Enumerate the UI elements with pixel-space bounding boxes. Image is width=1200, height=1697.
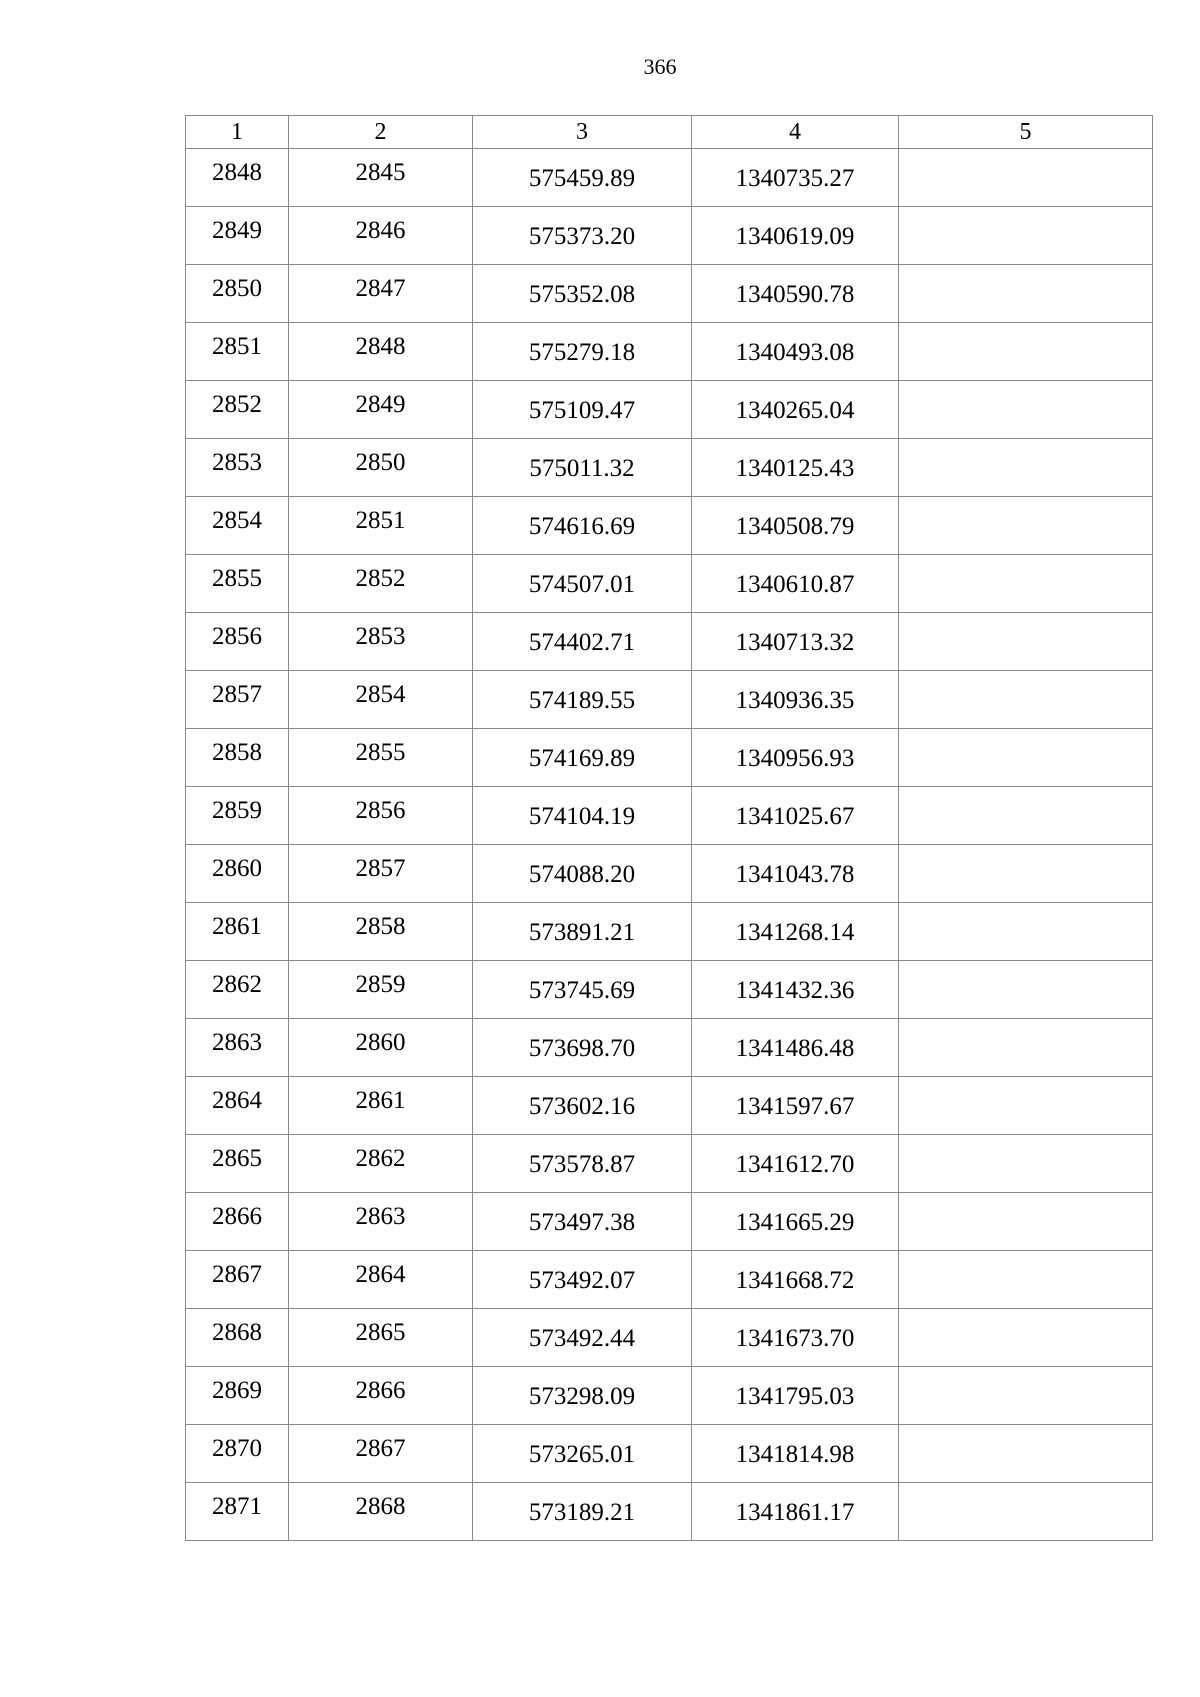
note-cell — [899, 439, 1153, 497]
y-coordinate-cell: 1340265.04 — [692, 381, 899, 439]
table-body — [186, 149, 1153, 1541]
x-coordinate-cell: 573298.09 — [473, 1367, 692, 1425]
note-cell — [899, 1425, 1153, 1483]
x-coordinate-cell: 573189.21 — [473, 1483, 692, 1541]
y-coordinate-cell: 1341665.29 — [692, 1193, 899, 1251]
note-cell — [899, 149, 1153, 207]
table-row — [186, 323, 1153, 381]
reference-number-cell: 2847 — [289, 265, 473, 323]
point-number-cell: 2851 — [186, 323, 289, 381]
x-coordinate-cell: 573265.01 — [473, 1425, 692, 1483]
column-header-4: 4 — [692, 116, 899, 149]
y-coordinate-cell: 1340735.27 — [692, 149, 899, 207]
x-coordinate-cell: 575373.20 — [473, 207, 692, 265]
x-coordinate-cell: 574169.89 — [473, 729, 692, 787]
point-number-cell: 2867 — [186, 1251, 289, 1309]
x-coordinate-cell: 574507.01 — [473, 555, 692, 613]
table-header — [186, 116, 1153, 149]
point-number-cell: 2850 — [186, 265, 289, 323]
table-row — [186, 1019, 1153, 1077]
point-number-cell: 2865 — [186, 1135, 289, 1193]
x-coordinate-cell: 573492.07 — [473, 1251, 692, 1309]
table-row — [186, 1135, 1153, 1193]
point-number-cell: 2861 — [186, 903, 289, 961]
y-coordinate-cell: 1340619.09 — [692, 207, 899, 265]
point-number-cell: 2860 — [186, 845, 289, 903]
point-number-cell: 2856 — [186, 613, 289, 671]
reference-number-cell: 2857 — [289, 845, 473, 903]
y-coordinate-cell: 1340590.78 — [692, 265, 899, 323]
point-number-cell: 2857 — [186, 671, 289, 729]
note-cell — [899, 1309, 1153, 1367]
x-coordinate-cell: 574088.20 — [473, 845, 692, 903]
reference-number-cell: 2868 — [289, 1483, 473, 1541]
table-row — [186, 845, 1153, 903]
note-cell — [899, 555, 1153, 613]
table-row — [186, 497, 1153, 555]
y-coordinate-cell: 1341795.03 — [692, 1367, 899, 1425]
table-row — [186, 1425, 1153, 1483]
note-cell — [899, 903, 1153, 961]
table-row — [186, 1483, 1153, 1541]
reference-number-cell: 2851 — [289, 497, 473, 555]
point-number-cell: 2849 — [186, 207, 289, 265]
note-cell — [899, 1135, 1153, 1193]
x-coordinate-cell: 573578.87 — [473, 1135, 692, 1193]
reference-number-cell: 2854 — [289, 671, 473, 729]
point-number-cell: 2852 — [186, 381, 289, 439]
point-number-cell: 2870 — [186, 1425, 289, 1483]
table-row — [186, 439, 1153, 497]
x-coordinate-cell: 575011.32 — [473, 439, 692, 497]
reference-number-cell: 2864 — [289, 1251, 473, 1309]
table-row — [186, 381, 1153, 439]
table-row — [186, 729, 1153, 787]
reference-number-cell: 2858 — [289, 903, 473, 961]
table-row — [186, 1193, 1153, 1251]
table-row — [186, 671, 1153, 729]
table-row — [186, 555, 1153, 613]
table-row — [186, 1367, 1153, 1425]
x-coordinate-cell: 575459.89 — [473, 149, 692, 207]
column-header-5: 5 — [899, 116, 1153, 149]
point-number-cell: 2853 — [186, 439, 289, 497]
y-coordinate-cell: 1341597.67 — [692, 1077, 899, 1135]
point-number-cell: 2871 — [186, 1483, 289, 1541]
reference-number-cell: 2848 — [289, 323, 473, 381]
x-coordinate-cell: 574104.19 — [473, 787, 692, 845]
x-coordinate-cell: 575352.08 — [473, 265, 692, 323]
point-number-cell: 2848 — [186, 149, 289, 207]
x-coordinate-cell: 573492.44 — [473, 1309, 692, 1367]
y-coordinate-cell: 1341486.48 — [692, 1019, 899, 1077]
y-coordinate-cell: 1341268.14 — [692, 903, 899, 961]
y-coordinate-cell: 1340956.93 — [692, 729, 899, 787]
note-cell — [899, 381, 1153, 439]
note-cell — [899, 613, 1153, 671]
note-cell — [899, 961, 1153, 1019]
reference-number-cell: 2861 — [289, 1077, 473, 1135]
page-number: 366 — [643, 54, 677, 79]
x-coordinate-cell: 573745.69 — [473, 961, 692, 1019]
header-row — [186, 116, 1153, 149]
point-number-cell: 2854 — [186, 497, 289, 555]
point-number-cell: 2869 — [186, 1367, 289, 1425]
x-coordinate-cell: 575279.18 — [473, 323, 692, 381]
note-cell — [899, 497, 1153, 555]
note-cell — [899, 729, 1153, 787]
point-number-cell: 2859 — [186, 787, 289, 845]
x-coordinate-cell: 574189.55 — [473, 671, 692, 729]
note-cell — [899, 265, 1153, 323]
y-coordinate-cell: 1341612.70 — [692, 1135, 899, 1193]
reference-number-cell: 2859 — [289, 961, 473, 1019]
note-cell — [899, 1367, 1153, 1425]
table-row — [186, 265, 1153, 323]
y-coordinate-cell: 1340713.32 — [692, 613, 899, 671]
reference-number-cell: 2845 — [289, 149, 473, 207]
column-header-3: 3 — [473, 116, 692, 149]
reference-number-cell: 2853 — [289, 613, 473, 671]
table-row — [186, 787, 1153, 845]
y-coordinate-cell: 1341861.17 — [692, 1483, 899, 1541]
table-row — [186, 1251, 1153, 1309]
x-coordinate-cell: 574616.69 — [473, 497, 692, 555]
note-cell — [899, 207, 1153, 265]
table-row — [186, 207, 1153, 265]
y-coordinate-cell: 1340125.43 — [692, 439, 899, 497]
note-cell — [899, 323, 1153, 381]
reference-number-cell: 2850 — [289, 439, 473, 497]
x-coordinate-cell: 574402.71 — [473, 613, 692, 671]
reference-number-cell: 2867 — [289, 1425, 473, 1483]
y-coordinate-cell: 1340508.79 — [692, 497, 899, 555]
coordinates-table — [185, 115, 1153, 1541]
x-coordinate-cell: 573891.21 — [473, 903, 692, 961]
y-coordinate-cell: 1341673.70 — [692, 1309, 899, 1367]
y-coordinate-cell: 1341043.78 — [692, 845, 899, 903]
reference-number-cell: 2852 — [289, 555, 473, 613]
table-row — [186, 903, 1153, 961]
reference-number-cell: 2846 — [289, 207, 473, 265]
reference-number-cell: 2863 — [289, 1193, 473, 1251]
reference-number-cell: 2866 — [289, 1367, 473, 1425]
reference-number-cell: 2849 — [289, 381, 473, 439]
note-cell — [899, 1251, 1153, 1309]
note-cell — [899, 787, 1153, 845]
y-coordinate-cell: 1341025.67 — [692, 787, 899, 845]
x-coordinate-cell: 573698.70 — [473, 1019, 692, 1077]
note-cell — [899, 1077, 1153, 1135]
point-number-cell: 2862 — [186, 961, 289, 1019]
x-coordinate-cell: 573602.16 — [473, 1077, 692, 1135]
reference-number-cell: 2860 — [289, 1019, 473, 1077]
reference-number-cell: 2855 — [289, 729, 473, 787]
table-row — [186, 1309, 1153, 1367]
x-coordinate-cell: 573497.38 — [473, 1193, 692, 1251]
column-header-1: 1 — [186, 116, 289, 149]
note-cell — [899, 671, 1153, 729]
y-coordinate-cell: 1341432.36 — [692, 961, 899, 1019]
y-coordinate-cell: 1341668.72 — [692, 1251, 899, 1309]
note-cell — [899, 845, 1153, 903]
point-number-cell: 2858 — [186, 729, 289, 787]
reference-number-cell: 2862 — [289, 1135, 473, 1193]
y-coordinate-cell: 1340936.35 — [692, 671, 899, 729]
note-cell — [899, 1193, 1153, 1251]
y-coordinate-cell: 1341814.98 — [692, 1425, 899, 1483]
table-row — [186, 149, 1153, 207]
point-number-cell: 2863 — [186, 1019, 289, 1077]
note-cell — [899, 1019, 1153, 1077]
y-coordinate-cell: 1340610.87 — [692, 555, 899, 613]
point-number-cell: 2855 — [186, 555, 289, 613]
note-cell — [899, 1483, 1153, 1541]
point-number-cell: 2866 — [186, 1193, 289, 1251]
table-row — [186, 613, 1153, 671]
table-row — [186, 1077, 1153, 1135]
point-number-cell: 2868 — [186, 1309, 289, 1367]
x-coordinate-cell: 575109.47 — [473, 381, 692, 439]
table-row — [186, 961, 1153, 1019]
reference-number-cell: 2856 — [289, 787, 473, 845]
column-header-2: 2 — [289, 116, 473, 149]
reference-number-cell: 2865 — [289, 1309, 473, 1367]
y-coordinate-cell: 1340493.08 — [692, 323, 899, 381]
point-number-cell: 2864 — [186, 1077, 289, 1135]
